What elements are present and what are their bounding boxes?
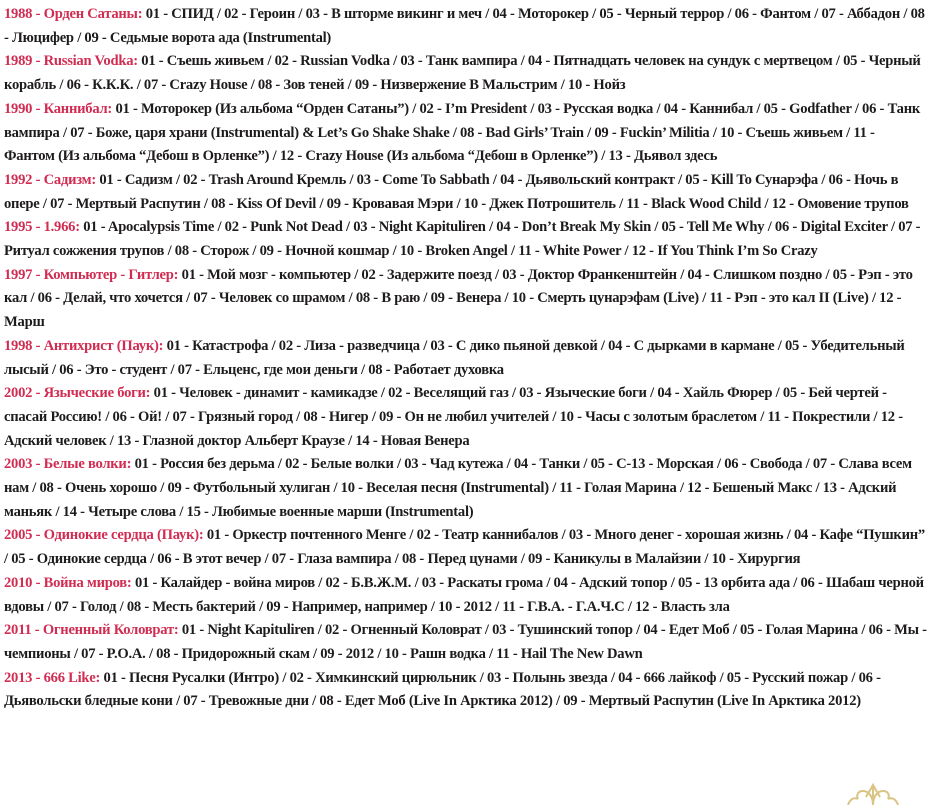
album-title: Огненный Коловрат: — [42, 622, 179, 639]
album-title: Одинокие сердца (Паук): — [43, 527, 204, 544]
year-album-separator: - — [32, 53, 44, 70]
discography-entry — [4, 335, 928, 382]
album-year: 1998 — [4, 337, 33, 354]
track-list: 01 - Россия без дерьма / 02 - Белые волки / 03 - Чад кутежа / 04 - Танки / 05 - С-13 - Морская / 06 - Свобода / 07 - Слава всем нам / 08 - Очень хорошо / 09 - Футбольный хулиган / 10 - Веселая песня (Instrumental) / 11 - Голая Марина / 12 - Бешеный Макс / 13 - Адский маньяк / 14 - Четыре слова / 15 - Любимые военные марши (Instrumental) — [4, 456, 912, 520]
discography-entry — [4, 50, 928, 97]
album-title: Russian Vodka: — [43, 53, 138, 70]
year-album-separator: - — [32, 669, 44, 686]
discography-entry — [4, 619, 928, 666]
track-list: 01 - Мой мозг - компьютер / 02 - Задержите поезд / 03 - Доктор Франкенштейн / 04 - Слишком поздно / 05 - Рэп - это кал / 06 - Делай, что хочется / 07 - Человек со шрамом / 08 - В раю / 09 - Венера / 10 - Смерть цунарэфам (Live) / 11 - Рэп - это кал II (Live) / 12 - Марш — [4, 266, 913, 331]
track-list: 01 - Моторокер (Из альбома “Орден Сатаны”) / 02 - I’m President / 03 - Русская водка / 04 - Каннибал / 05 - Godfather / 06 - Танк вампира / 07 - Боже, царя храни (Instrumental) & Let’s Go Shake Shake / 08 - Bad Girls’ Train / 09 - Fuckin’ Militia / 10 - Съешь живьем / 11 - Фантом (Из альбома “Дебош в Орленке”) / 12 - Crazy House (Из альбома “Дебош в Орленке”) / 13 - Дьявол здесь — [4, 100, 921, 165]
album-title: 1.966: — [43, 219, 80, 236]
discography-entry — [4, 216, 928, 263]
album-year: 1992 — [4, 171, 33, 188]
year-album-separator: - — [32, 527, 44, 544]
discography-entry — [4, 667, 928, 714]
year-album-separator: - — [32, 266, 44, 283]
album-year: 2013 — [4, 669, 33, 686]
album-year: 1997 — [4, 266, 33, 283]
album-title: Война миров: — [43, 574, 132, 591]
track-list: 01 - Apocalypsis Time / 02 - Punk Not Dead / 03 - Night Kapituliren / 04 - Don’t Break My Skin / 05 - Tell Me Why / 06 - Digital Exciter / 07 - Ритуал сожжения трупов / 08 - Сторож / 09 - Ночной кошмар / 10 - Broken Angel / 11 - White Power / 12 - If You Think I’m So Crazy — [4, 219, 921, 260]
discography-entry — [4, 453, 928, 524]
discography-entry — [4, 524, 928, 571]
year-album-separator: - — [32, 385, 44, 402]
fleur-de-lis-ornament-icon — [838, 783, 908, 805]
album-year: 1988 — [4, 6, 33, 22]
year-album-separator: - — [32, 337, 44, 354]
track-list: 01 - Песня Русалки (Интро) / 02 - Химкинский цирюльник / 03 - Полынь звезда / 04 - 666 лайкоф / 05 - Русский пожар / 06 - Дьявольски бледные кони / 07 - Тревожные дни / 08 - Едет Моб (Live In Арктика 2012) / 09 - Мертвый Распутин (Live In Арктика 2012) — [4, 669, 881, 710]
discography-entry — [4, 169, 928, 216]
track-list: 01 - СПИД / 02 - Героин / 03 - В шторме викинг и меч / 04 - Моторокер / 05 - Черный террор / 06 - Фантом / 07 - Аббадон / 08 - Люцифер / 09 - Седьмые ворота ада (Instrumental) — [4, 6, 925, 46]
year-album-separator: - — [31, 622, 43, 639]
track-list: 01 - Человек - динамит - камикадзе / 02 - Веселящий газ / 03 - Языческие боги / 04 - Хайль Фюрер / 05 - Бей чертей - спасай Россию! / 06 - Ой! / 07 - Грязный город / 08 - Нигер / 09 - Он не любил учителей / 10 - Часы с золотым браслетом / 11 - Покрестили / 12 - Адский человек / 13 - Глазной доктор Альберт Краузе / 14 - Новая Венера — [4, 385, 903, 449]
discography-entry — [4, 382, 928, 453]
album-year: 2005 — [4, 527, 33, 544]
year-album-separator: - — [32, 100, 44, 117]
year-album-separator: - — [32, 574, 44, 591]
album-year: 2011 — [4, 622, 32, 639]
album-year: 2002 — [4, 385, 33, 402]
year-album-separator: - — [32, 219, 44, 236]
album-year: 1989 — [4, 53, 33, 70]
album-title: Белые волки: — [43, 456, 132, 473]
track-list: 01 - Съешь живьем / 02 - Russian Vodka / 03 - Танк вампира / 04 - Пятнадцать человек на сундук с мертвецом / 05 - Черный корабль / 06 - К.К.К. / 07 - Crazy House / 08 - Зов теней / 09 - Низвержение В Мальстрим / 10 - Нойз — [4, 53, 921, 94]
album-title: Языческие боги: — [43, 385, 151, 402]
album-title: Садизм: — [43, 171, 96, 188]
album-title: Компьютер - Гитлер: — [43, 266, 179, 283]
track-list: 01 - Калайдер - война миров / 02 - Б.В.Ж.М. / 03 - Раскаты грома / 04 - Адский топор / 05 - 13 орбита ада / 06 - Шабаш черной вдовы / 07 - Голод / 08 - Месть бактерий / 09 - Например, например / 10 - 2012 / 11 - Г.В.А. - Г.А.Ч.С / 12 - Власть зла — [4, 574, 924, 615]
year-album-separator: - — [32, 171, 44, 188]
album-title: 666 Like: — [43, 669, 101, 686]
track-list: 01 - Оркестр почтенного Менге / 02 - Театр каннибалов / 03 - Много денег - хорошая жизнь / 04 - Кафе “Пушкин” / 05 - Одинокие сердца / 06 - В этот вечер / 07 - Глаза вампира / 08 - Перед цунами / 09 - Каникулы в Малайзии / 10 - Хирургия — [4, 527, 925, 568]
album-year: 1995 — [4, 219, 33, 236]
track-list: 01 - Садизм / 02 - Trash Around Кремль / 03 - Come To Sabbath / 04 - Дьявольский контракт / 05 - Kill To Сунарэфа / 06 - Ночь в опере / 07 - Мертвый Распутин / 08 - Kiss Of Devil / 09 - Кровавая Мэри / 10 - Джек Потрошитель / 11 - Black Wood Child / 12 - Омовение трупов — [4, 171, 909, 212]
album-title: Орден Сатаны: — [43, 6, 143, 22]
track-list: 01 - Катастрофа / 02 - Лиза - разведчица / 03 - С дико пьяной девкой / 04 - С дырками в кармане / 05 - Убедительный лысый / 06 - Это - студент / 07 - Ельценс, где мои деньги / 08 - Работает духовка — [4, 337, 905, 378]
album-title: Каннибал: — [43, 100, 113, 117]
year-album-separator: - — [32, 456, 44, 473]
discography-entry — [4, 98, 928, 169]
album-year: 1990 — [4, 100, 33, 117]
discography-entry — [4, 572, 928, 619]
discography-entry — [4, 264, 928, 335]
discography-entry — [4, 3, 928, 50]
album-year: 2003 — [4, 456, 33, 473]
track-list: 01 - Night Kapituliren / 02 - Огненный Коловрат / 03 - Тушинский топор / 04 - Едет Моб / 05 - Голая Марина / 06 - Мы - чемпионы / 07 - P.O.A. / 08 - Придорожный скам / 09 - 2012 / 10 - Рашн водка / 11 - Hail The New Dawn — [4, 622, 927, 662]
album-year: 2010 — [4, 574, 33, 591]
year-album-separator: - — [32, 6, 44, 22]
album-title: Антихрист (Паук): — [43, 337, 164, 354]
